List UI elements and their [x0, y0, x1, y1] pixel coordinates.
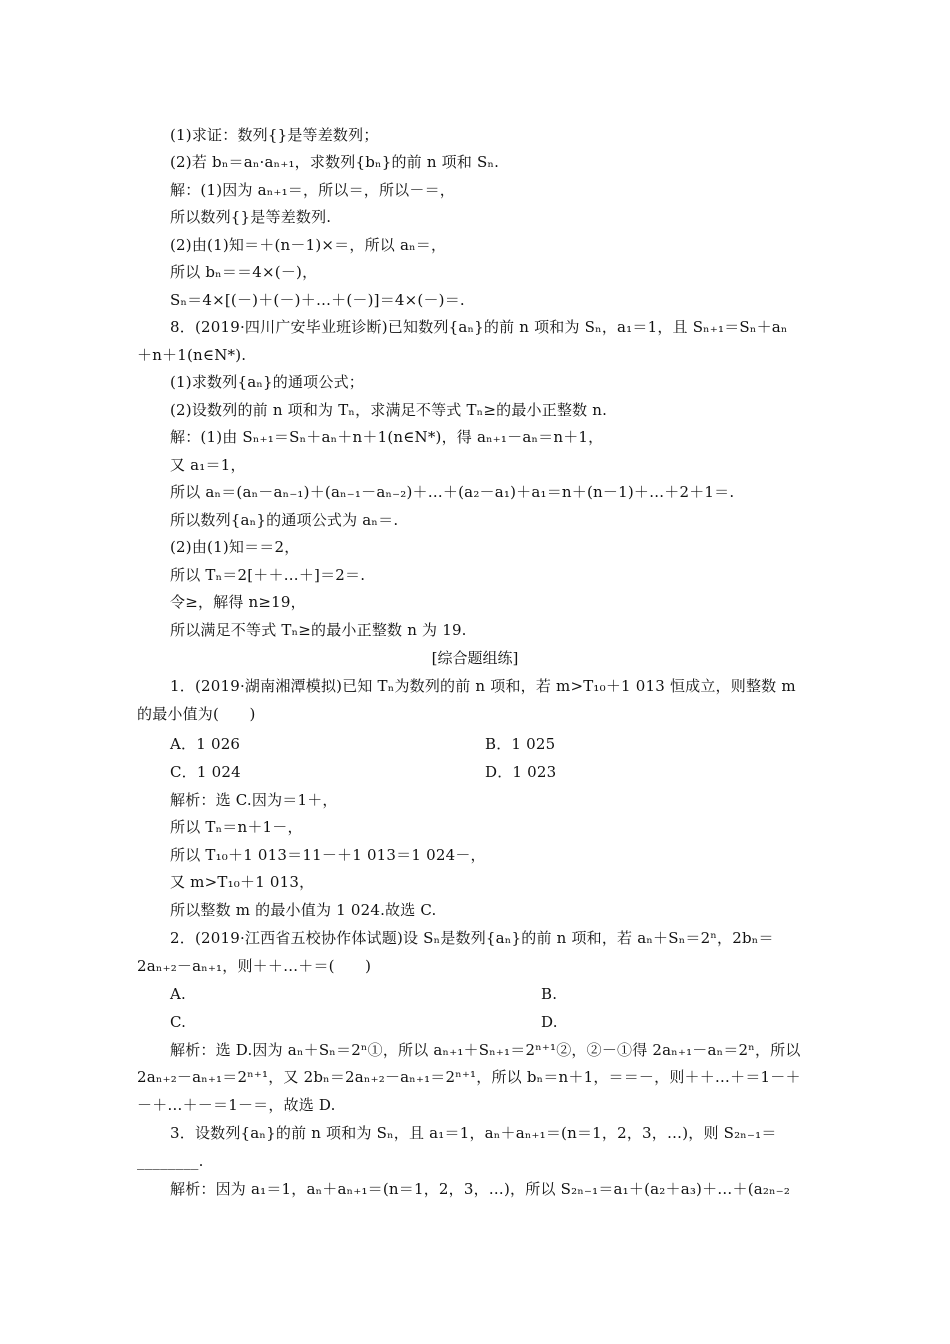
text-line: Sₙ＝4×[(－)＋(－)＋…＋(－)]＝4×(－)＝.: [170, 291, 465, 309]
text-line: 所以整数 m 的最小值为 1 024.故选 C.: [170, 901, 437, 919]
text-line: (2)由(1)知＝＝2，: [170, 538, 300, 556]
text-line: (2)由(1)知＝＋(n－1)×＝，所以 aₙ＝，: [170, 236, 447, 254]
text-line: (2)若 bₙ＝aₙ·aₙ₊₁，求数列{bₙ}的前 n 项和 Sₙ.: [170, 153, 500, 171]
text-line: －＋…＋－＝1－＝，故选 D.: [137, 1096, 336, 1114]
text-line: 的最小值为( ): [137, 705, 256, 723]
text-line: 又 m>T₁₀＋1 013，: [170, 873, 315, 891]
text-line: 所以 aₙ＝(aₙ－aₙ₋₁)＋(aₙ₋₁－aₙ₋₂)＋…＋(a₂－a₁)＋a₁＝n＋(n－1)＋…＋2＋1＝.: [170, 483, 735, 501]
text-line: 所以满足不等式 Tₙ≥的最小正整数 n 为 19.: [170, 621, 467, 639]
text-line: (2)设数列的前 n 项和为 Tₙ，求满足不等式 Tₙ≥的最小正整数 n.: [170, 401, 608, 419]
option-a: A.: [170, 985, 187, 1003]
text-line: 解析：选 D.因为 aₙ＋Sₙ＝2ⁿ①，所以 aₙ₊₁＋Sₙ₊₁＝2ⁿ⁺¹②，②－①得 2aₙ₊₁－aₙ＝2ⁿ，所以: [170, 1041, 801, 1059]
question-8-line: 8．(2019·四川广安毕业班诊断)已知数列{aₙ}的前 n 项和为 Sₙ，a₁＝1，且 Sₙ₊₁＝Sₙ＋aₙ: [170, 318, 788, 336]
text-line: 又 a₁＝1，: [170, 456, 246, 474]
text-line: 解：(1)由 Sₙ₊₁＝Sₙ＋aₙ＋n＋1(n∈N*)，得 aₙ₊₁－aₙ＝n＋1，: [170, 428, 604, 446]
question-2-line: 2．(2019·江西省五校协作体试题)设 Sₙ是数列{aₙ}的前 n 项和，若 aₙ＋Sₙ＝2ⁿ，2bₙ＝: [170, 929, 774, 947]
option-a: A．1 026: [170, 735, 241, 753]
text-line: 所以数列{}是等差数列.: [170, 208, 332, 226]
text-line: 解析：因为 a₁＝1，aₙ＋aₙ₊₁＝(n＝1，2，3，…)，所以 S₂ₙ₋₁＝a₁＋(a₂＋a₃)＋…＋(a₂ₙ₋₂: [170, 1180, 791, 1198]
section-heading: [综合题组练]: [431, 649, 519, 667]
option-c: C．1 024: [170, 763, 241, 781]
option-d: D．1 023: [485, 763, 557, 781]
option-d: D.: [541, 1013, 558, 1031]
text-line: 2aₙ₊₂－aₙ₊₁，则＋＋…＋＝( ): [137, 957, 372, 975]
answer-blank: ________.: [137, 1152, 204, 1170]
text-line: (1)求证：数列{}是等差数列；: [170, 126, 379, 144]
text-line: 所以数列{aₙ}的通项公式为 aₙ＝.: [170, 511, 399, 529]
text-line: 所以 T₁₀＋1 013＝11－＋1 013＝1 024－，: [170, 846, 486, 864]
text-line: 令≥，解得 n≥19，: [170, 593, 306, 611]
text-line: 所以 bₙ＝＝4×(－)，: [170, 263, 318, 281]
text-line: 所以 Tₙ＝n＋1－，: [170, 818, 303, 836]
text-line: 2aₙ₊₂－aₙ₊₁＝2ⁿ⁺¹，又 2bₙ＝2aₙ₊₂－aₙ₊₁＝2ⁿ⁺¹，所以 bₙ＝n＋1，＝＝－，则＋＋…＋＝1－＋: [137, 1068, 801, 1086]
text-line: ＋n＋1(n∈N*).: [137, 346, 247, 364]
option-b: B．1 025: [485, 735, 556, 753]
text-line: (1)求数列{aₙ}的通项公式；: [170, 373, 364, 391]
question-1-line: 1．(2019·湖南湘潭模拟)已知 Tₙ为数列的前 n 项和，若 m>T₁₀＋1 013 恒成立，则整数 m: [170, 677, 796, 695]
option-b: B.: [541, 985, 558, 1003]
text-line: 解析：选 C.因为＝1＋，: [170, 791, 338, 809]
text-line: 解：(1)因为 aₙ₊₁＝，所以＝，所以－＝，: [170, 181, 455, 199]
option-c: C.: [170, 1013, 187, 1031]
text-line: 所以 Tₙ＝2[＋＋…＋]＝2＝.: [170, 566, 366, 584]
question-3-line: 3．设数列{aₙ}的前 n 项和为 Sₙ，且 a₁＝1，aₙ＋aₙ₊₁＝(n＝1，2，3，…)，则 S₂ₙ₋₁＝: [170, 1124, 777, 1142]
